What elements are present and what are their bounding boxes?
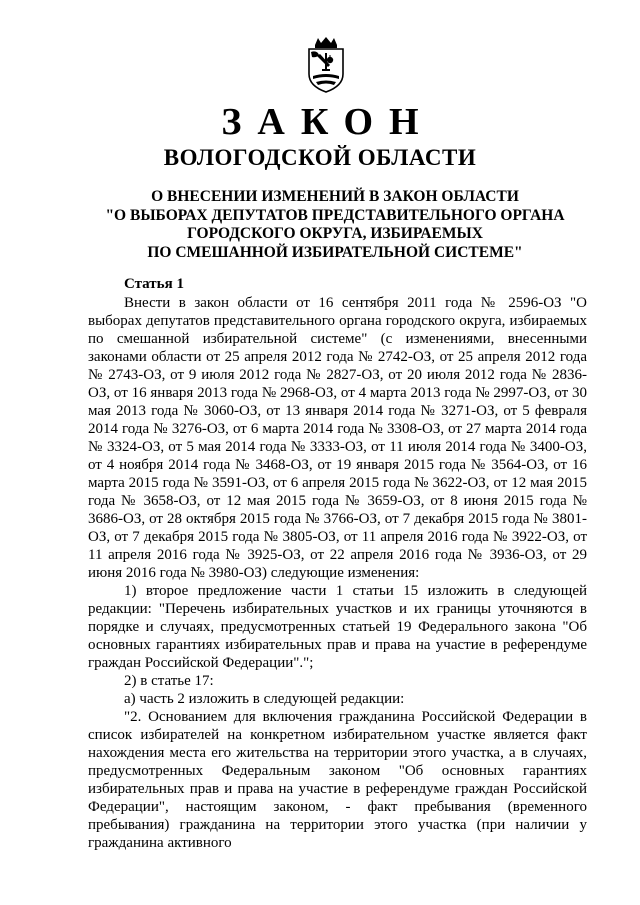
heading-line: ПО СМЕШАННОЙ ИЗБИРАТЕЛЬНОЙ СИСТЕМЕ" [147,243,523,261]
vologda-coat-of-arms-icon [303,36,349,94]
heading-line: О ВНЕСЕНИИ ИЗМЕНЕНИЙ В ЗАКОН ОБЛАСТИ [151,188,519,205]
paragraph: "2. Основанием для включения гражданина Российской Федерации в список избирателей на конкретном избирательном участке является факт нахождения места его жительства на территории этого участка, а в случаях, предусмотренных Федеральным законом "Об основных гарантиях избирательных прав и права на участие в референдуме граждан Российской Федерации", настоящим законом, - факт пребывания (временного пребывания) гражданина на территории этого участка (при наличии у гражданина активного [88,709,587,851]
document-type-title: ЗАКОН [221,101,435,143]
paragraph: а) часть 2 изложить в следующей редакции: [124,691,405,707]
document-body [88,275,587,852]
article-title: Статья 1 [124,276,184,292]
law-heading [70,188,600,262]
paragraph: Внести в закон области от 16 сентября 2011 года № 2596-ОЗ "О выборах депутатов представительного органа городского округа, избираемых по смешанной избирательной системе" (с изменениями, внесенными законами области от 25 апреля 2012 года № 2742-ОЗ, от 25 апреля 2012 года № 2743-ОЗ, от 9 июля 2012 года № 2827-ОЗ, от 20 июля 2012 года № 2836-ОЗ, от 16 января 2013 года № 2968-ОЗ, от 4 марта 2013 года № 2997-ОЗ, от 30 мая 2013 года № 3060-ОЗ, от 13 января 2014 года № 3271-ОЗ, от 5 февраля 2014 года № 3276-ОЗ, от 6 марта 2014 года № 3308-ОЗ, от 27 марта 2014 года № 3324-ОЗ, от 5 мая 2014 года № 3333-ОЗ, от 11 июля 2014 года № 3400-ОЗ, от 4 ноября 2014 года № 3468-ОЗ, от 19 января 2015 года № 3564-ОЗ, от 16 марта 2015 года № 3591-ОЗ, от 6 апреля 2015 года № 3622-ОЗ, от 12 мая 2015 года № 3658-ОЗ, от 12 мая 2015 года № 3659-ОЗ, от 8 июня 2015 года № 3686-ОЗ, от 28 октября 2015 года № 3766-ОЗ, от 7 декабря 2015 года № 3801-ОЗ, от 7 декабря 2015 года № 3805-ОЗ, от 11 апреля 2016 года № 3922-ОЗ, от 11 апреля 2016 года № 3925-ОЗ, от 22 апреля 2016 года № 3936-ОЗ, от 29 июня 2016 года № 3980-ОЗ) следующие изменения: [88,295,587,581]
heading-line: "О ВЫБОРАХ ДЕПУТАТОВ ПРЕДСТАВИТЕЛЬНОГО ОРГАНА [105,206,565,224]
paragraph: 1) второе предложение части 1 статьи 15 изложить в следующей редакции: "Перечень избирательных участков и их границы уточняются в порядке и случаях, предусмотренных статьей 19 Федерального закона "Об основных гарантиях избирательных прав и права на участие в референдуме граждан Российской Федерации"."; [88,583,587,671]
heading-line: ГОРОДСКОГО ОКРУГА, ИЗБИРАЕМЫХ [187,225,483,242]
region-subtitle: ВОЛОГОДСКОЙ ОБЛАСТИ [163,145,477,170]
paragraph: 2) в статье 17: [124,673,214,689]
